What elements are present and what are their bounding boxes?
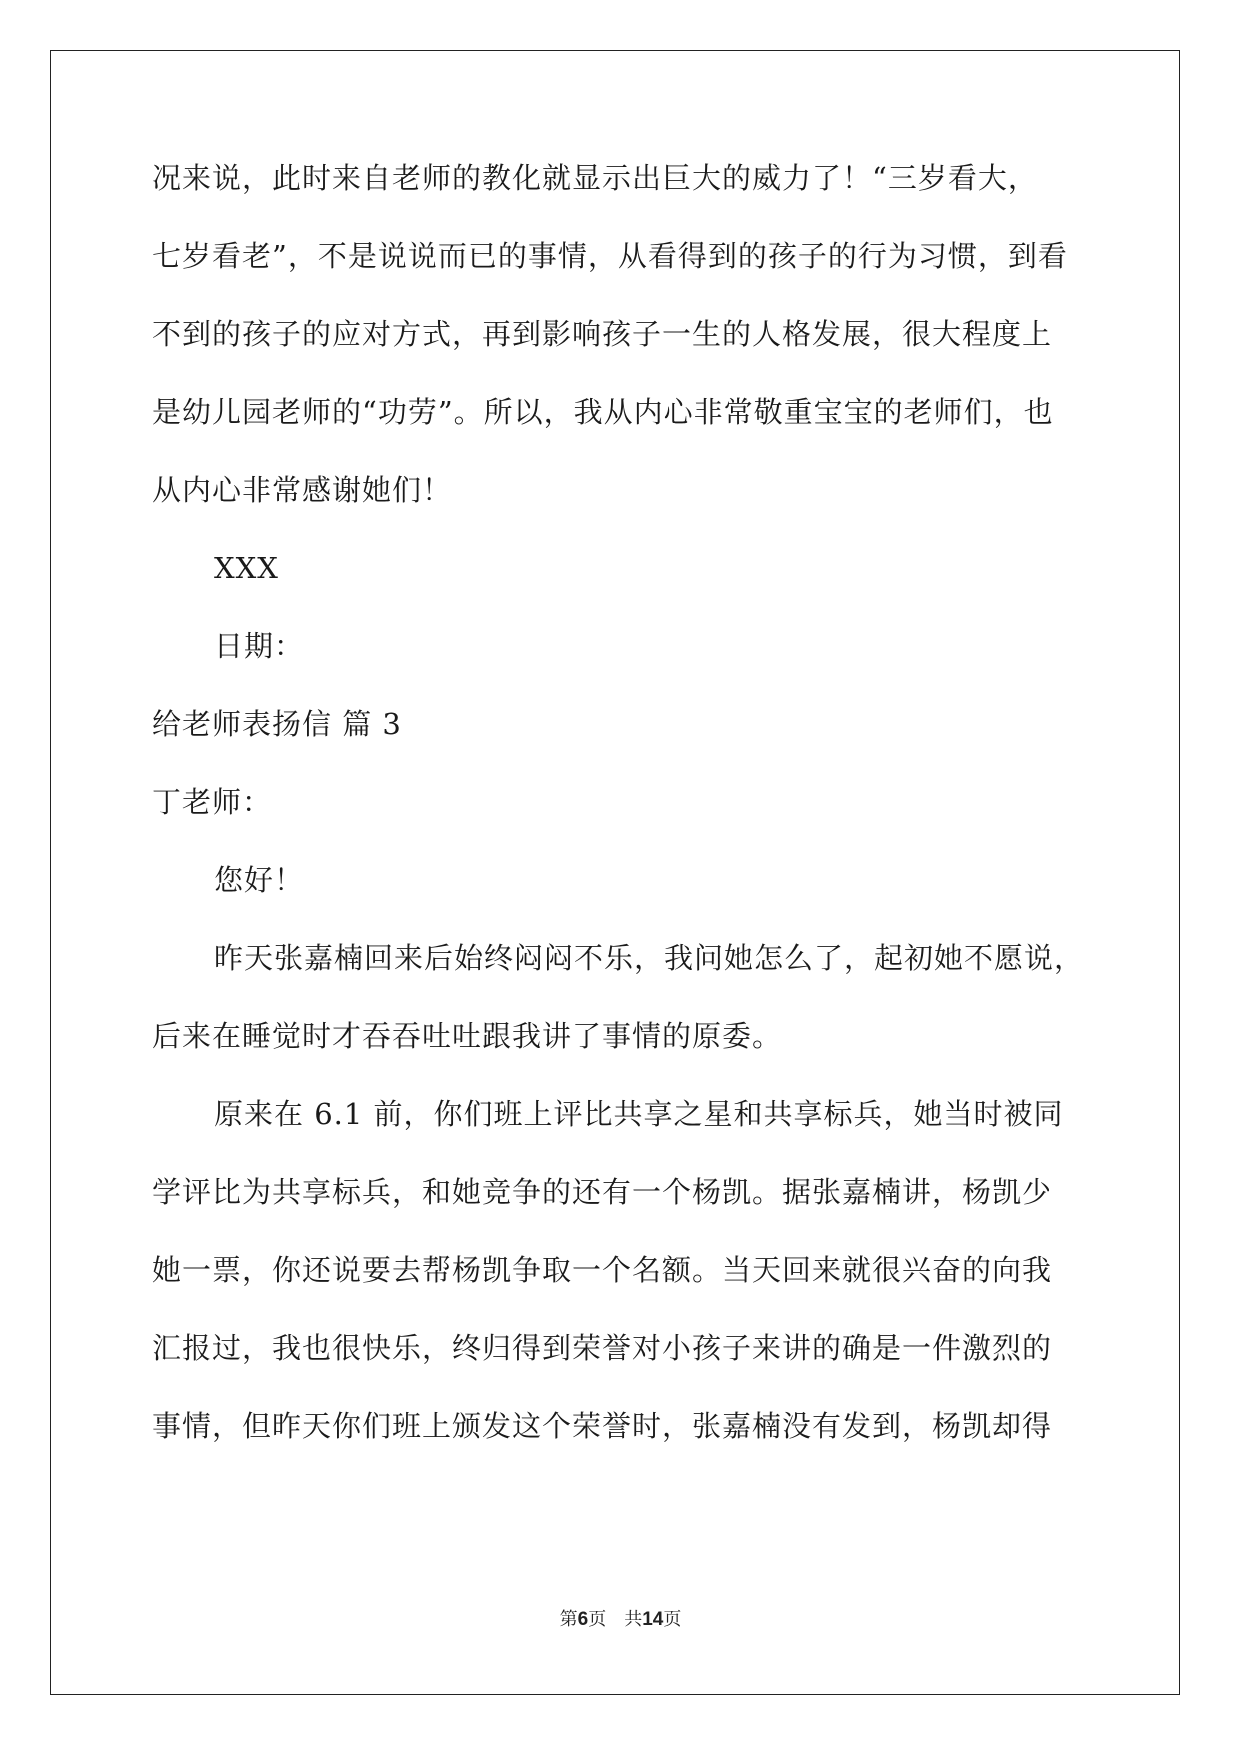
text-line: 汇报过，我也很快乐，终归得到荣誉对小孩子来讲的确是一件激烈的 (152, 1331, 1053, 1365)
text-line: 况来说，此时来自老师的教化就显示出巨大的威力了！“三岁看大， (152, 161, 1038, 195)
text-line: 不到的孩子的应对方式，再到影响孩子一生的人格发展，很大程度上 (152, 317, 1053, 351)
total-suffix: 页 (663, 1609, 682, 1630)
total-pages: 14 (642, 1609, 664, 1630)
salutation: 丁老师： (152, 785, 273, 819)
text-line: 从内心非常感谢她们！ (152, 473, 453, 507)
text-line: 原来在 6.1 前，你们班上评比共享之星和共享标兵，她当时被同 (214, 1097, 1064, 1131)
text-line: 事情，但昨天你们班上颁发这个荣誉时，张嘉楠没有发到，杨凯却得 (152, 1409, 1053, 1443)
text-line: 昨天张嘉楠回来后始终闷闷不乐，我问她怎么了，起初她不愿说， (214, 941, 1085, 975)
text-line: 学评比为共享标兵，和她竞争的还有一个杨凯。据张嘉楠讲，杨凯少 (152, 1175, 1053, 1209)
total-prefix: 共 (624, 1609, 643, 1630)
section-heading: 给老师表扬信 篇 3 (152, 707, 402, 741)
page-prefix: 第 (559, 1609, 578, 1630)
page-number: 6 (577, 1609, 589, 1630)
text-line: 后来在睡觉时才吞吞吐吐跟我讲了事情的原委。 (152, 1019, 783, 1053)
text-line: 七岁看老”，不是说说而已的事情，从看得到的孩子的行为习惯，到看 (152, 239, 1068, 273)
page-suffix: 页 (588, 1609, 607, 1630)
text-line: 是幼儿园老师的“功劳”。所以，我从内心非常敬重宝宝的老师们，也 (152, 395, 1054, 429)
greeting: 您好！ (214, 863, 305, 897)
date-line: 日期： (214, 629, 305, 663)
page-footer (0, 1605, 1241, 1631)
signature-line: XXX (214, 551, 279, 585)
text-line: 她一票，你还说要去帮杨凯争取一个名额。当天回来就很兴奋的向我 (152, 1253, 1053, 1287)
